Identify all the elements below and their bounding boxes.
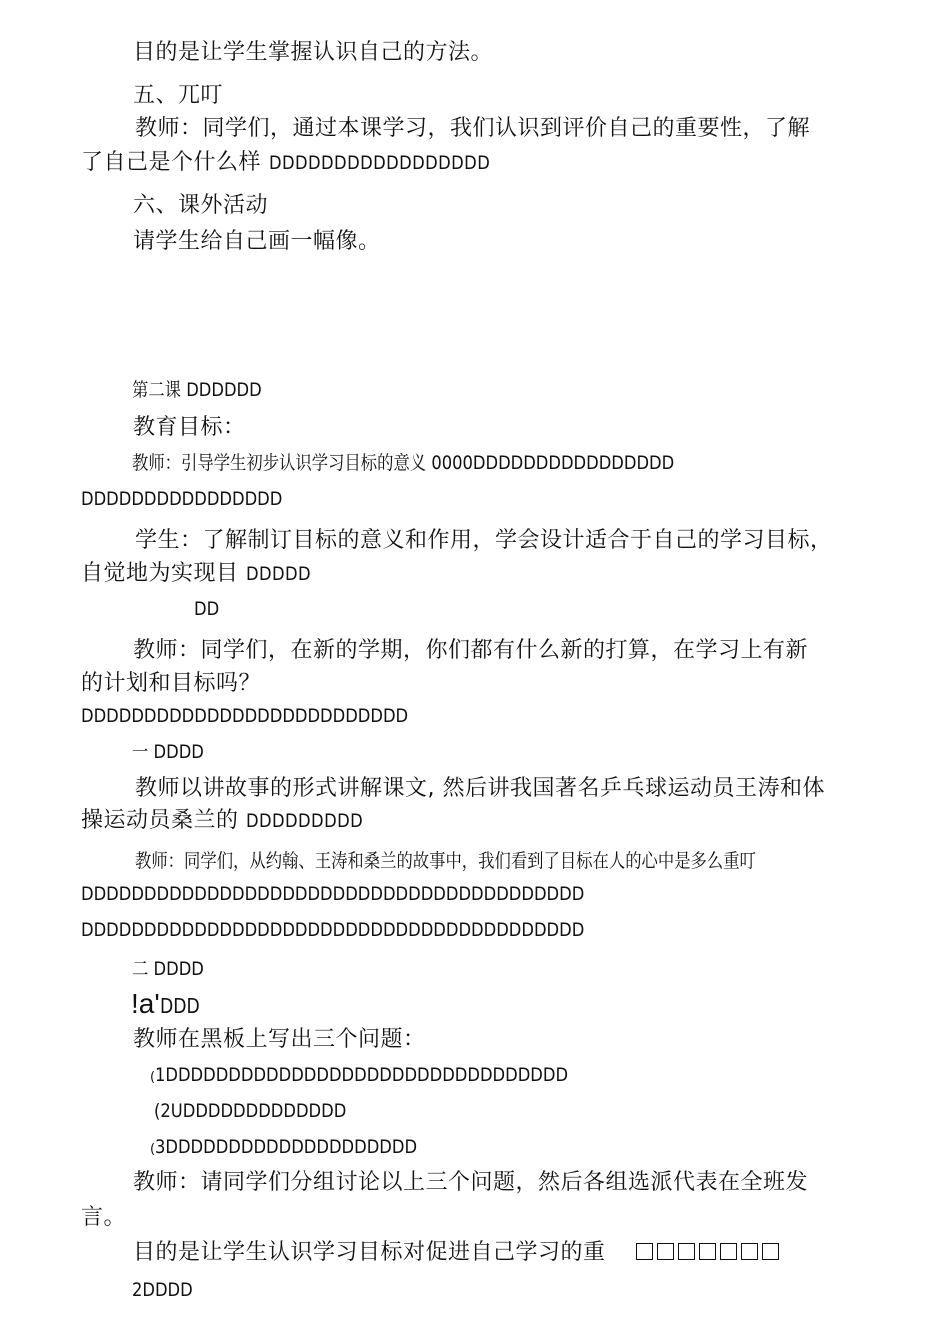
missing-glyph-box xyxy=(741,1243,758,1260)
paragraph-line: 教师：同学们，在新的学期，你们都有什么新的打算，在学习上有新 xyxy=(133,638,809,663)
section-heading: 教育目标： xyxy=(133,415,246,440)
missing-glyph-box xyxy=(678,1243,695,1260)
paragraph-line: 教师：同学们，通过本课学习，我们认识到评价自己的重要性，了解 xyxy=(135,116,811,141)
paragraph-line: 了自己是个什么样 DDDDDDDDDDDDDDDDD xyxy=(81,150,490,175)
paragraph-line: 目的是让学生掌握认识自己的方法。 xyxy=(133,40,494,65)
paragraph-line: 的计划和目标吗？ xyxy=(81,671,262,696)
paragraph-line: 操运动员桑兰的 DDDDDDDDD xyxy=(81,808,364,833)
paragraph-line: 自觉地为实现目 DDDDD xyxy=(81,561,312,586)
paragraph-line: DDDDDDDDDDDDDDDD xyxy=(81,488,283,510)
paragraph-line: DDDDDDDDDDDDDDDDDDDDDDDDDDDDDDDDDDDDDDDD xyxy=(81,919,585,941)
section-heading: !a'DDD xyxy=(131,988,200,1019)
lesson-title: 第二课 DDDDDD xyxy=(132,379,262,401)
missing-glyph-box xyxy=(720,1243,737,1260)
list-item: (3DDDDDDDDDDDDDDDDDDDD xyxy=(150,1136,418,1158)
paragraph-line: 教师：同学们，从约翰、王涛和桑兰的故事中，我们看到了目标在人的心中是多么重叮 xyxy=(135,850,756,872)
paragraph-line: 目的是让学生认识学习目标对促进自己学习的重 xyxy=(133,1240,606,1265)
paragraph-line: DDDDDDDDDDDDDDDDDDDDDDDDDDDDDDDDDDDDDDDD xyxy=(81,883,585,905)
section-heading: 五、兀叮 xyxy=(133,83,224,108)
missing-glyph-box xyxy=(657,1243,674,1260)
paragraph-line: 2DDDD xyxy=(132,1279,193,1301)
paragraph-line: DDDDDDDDDDDDDDDDDDDDDDDDDD xyxy=(81,705,409,727)
section-heading: 二 DDDD xyxy=(132,958,204,980)
paragraph-line: 教师：引导学生初步认识学习目标的意义 0000DDDDDDDDDDDDDDDD xyxy=(132,452,675,474)
paragraph-line: 教师在黑板上写出三个问题： xyxy=(133,1027,426,1052)
missing-glyph-box xyxy=(699,1243,716,1260)
paragraph-line: DD xyxy=(194,598,220,620)
paragraph-line: 言。 xyxy=(81,1205,127,1230)
paragraph-line: 学生：了解制订目标的意义和作用，学会设计适合于自己的学习目标， xyxy=(135,528,833,553)
paragraph-line: 教师：请同学们分组讨论以上三个问题，然后各组选派代表在全班发 xyxy=(133,1170,809,1195)
section-heading: 六、课外活动 xyxy=(133,193,269,218)
section-heading: 一 DDDD xyxy=(132,741,204,763)
list-item: (2UDDDDDDDDDDDDD xyxy=(154,1100,347,1122)
paragraph-line: 教师以讲故事的形式讲解课文, 然后讲我国著名乒乓球运动员王涛和体 xyxy=(135,776,825,801)
paragraph-line: 请学生给自己画一幅像。 xyxy=(133,229,381,254)
missing-glyph-boxes xyxy=(636,1243,779,1260)
missing-glyph-box xyxy=(762,1243,779,1260)
list-item: (1DDDDDDDDDDDDDDDDDDDDDDDDDDDDDDDD xyxy=(150,1064,569,1086)
missing-glyph-box xyxy=(636,1243,653,1260)
